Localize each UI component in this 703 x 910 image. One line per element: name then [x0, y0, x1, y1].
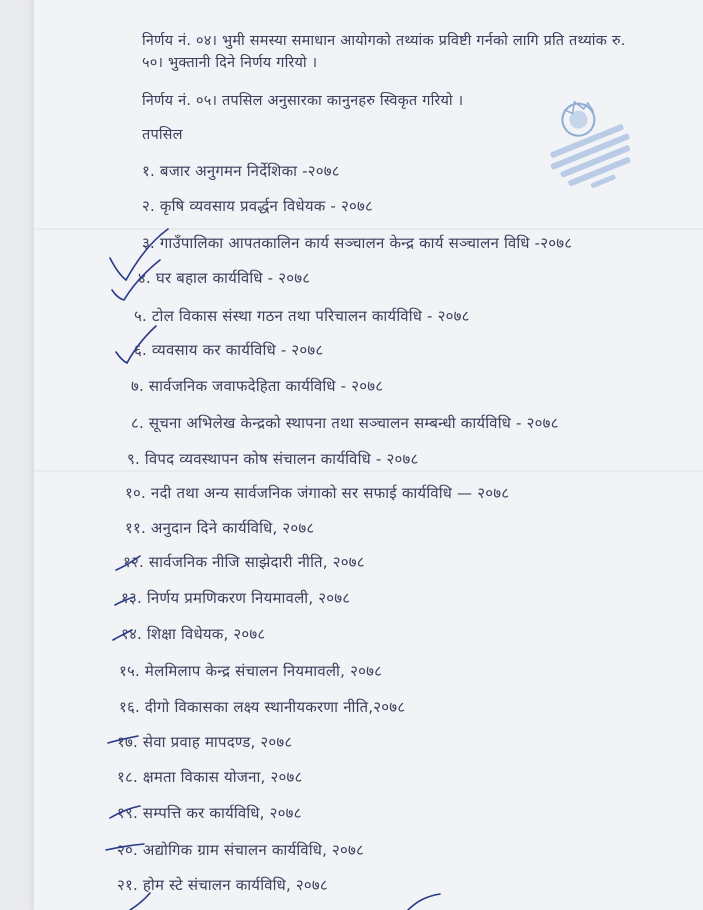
list-item: १. बजार अनुगमन निर्देशिका -२०७८ — [142, 162, 340, 180]
list-item: १७. सेवा प्रवाह मापदण्ड, २०७८ — [117, 733, 293, 751]
list-item: २. कृषि व्यवसाय प्रवर्द्धन विधेयक - २०७८ — [142, 197, 374, 215]
office-seal-stamp — [528, 82, 646, 200]
list-item: १६. दीगो विकासका लक्ष्य स्थानीयकरणा नीति,२०७८ — [119, 698, 406, 716]
list-item: १८. क्षमता विकास योजना, २०७८ — [117, 768, 303, 786]
list-item: ४. घर बहाल कार्यविधि - २०७८ — [138, 269, 311, 287]
list-item: ५. टोल विकास संस्था गठन तथा परिचालन कार्यविधि - २०७८ — [134, 307, 470, 325]
list-item: २१. होम स्टे संचालन कार्यविधि, २०७८ — [117, 876, 328, 894]
list-item: ८. सूचना अभिलेख केन्द्रको स्थापना तथा सञ्चालन सम्बन्धी कार्यविधि - २०७८ — [131, 414, 559, 432]
list-item: १२. सार्वजनिक नीजि साझेदारी नीति, २०७८ — [123, 553, 365, 571]
list-item: ७. सार्वजनिक जवाफदेहिता कार्यविधि - २०७८ — [131, 377, 384, 395]
list-item: १३. निर्णय प्रमणिकरण नियमावली, २०७८ — [121, 589, 351, 607]
schedule-heading: तपसिल — [142, 127, 183, 143]
fold-line — [34, 470, 703, 472]
decision-4-line-1: निर्णय नं. ०४। भुमी समस्या समाधान आयोगको तथ्यांक प्रविष्टी गर्नको लागि प्रति तथ्यांक रु. — [142, 33, 626, 49]
list-item: ६. व्यवसाय कर कार्यविधि - २०७८ — [134, 341, 324, 359]
list-item: ११. अनुदान दिने कार्यविधि, २०७८ — [125, 519, 315, 537]
decision-5: निर्णय नं. ०५। तपसिल अनुसारका कानुनहरु स्विकृत गरियो । — [142, 93, 464, 109]
list-item: १४. शिक्षा विधेयक, २०७८ — [121, 625, 266, 643]
list-item: १०. नदी तथा अन्य सार्वजनिक जंगाको सर सफाई कार्यविधि — २०७८ — [125, 484, 510, 502]
fold-line — [34, 228, 703, 230]
list-item: १५. मेलमिलाप केन्द्र संचालन नियमावली, २०७८ — [119, 662, 383, 680]
list-item: ९. विपद व्यवस्थापन कोष संचालन कार्यविधि - २०७८ — [127, 450, 419, 468]
list-item: ३. गाउँपालिका आपतकालिन कार्य सञ्चालन केन्द्र कार्य सञ्चालन विधि -२०७८ — [142, 234, 573, 252]
list-item: २०. अद्योगिक ग्राम संचालन कार्यविधि, २०७८ — [117, 841, 365, 859]
decision-4-line-2: ५०। भुक्तानी दिने निर्णय गरियो । — [142, 55, 318, 71]
list-item: १९. सम्पत्ति कर कार्यविधि, २०७८ — [117, 804, 302, 822]
